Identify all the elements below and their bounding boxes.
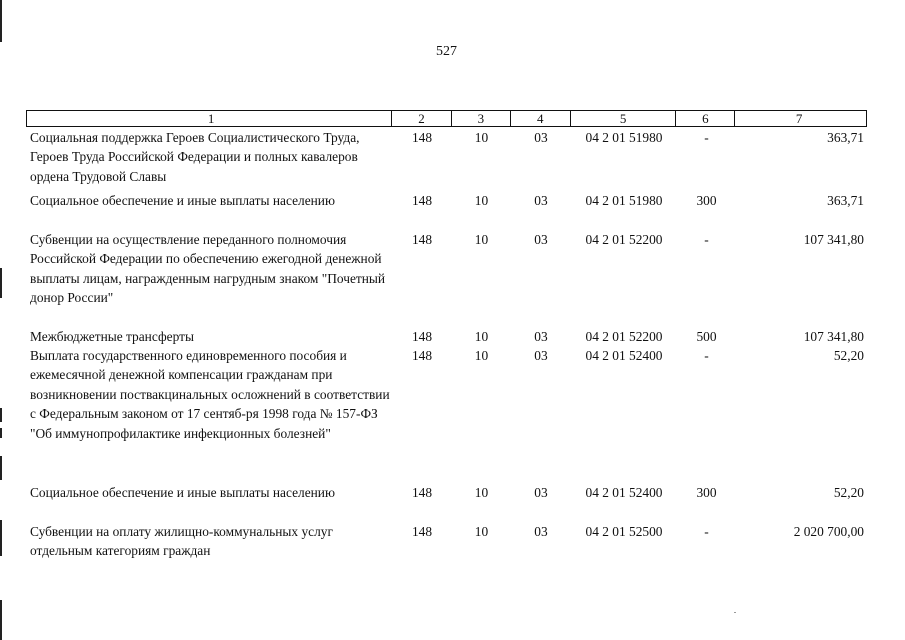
row-col-6: - — [704, 130, 709, 145]
row-col-6: 300 — [696, 485, 717, 500]
row-name: Субвенции на оплату жилищно-коммунальных услуг отдельным категориям граждан — [30, 524, 333, 559]
row-col-3: 10 — [474, 524, 489, 539]
row-col-3: 10 — [474, 193, 489, 208]
row-col-3: 10 — [474, 329, 489, 344]
row-col-6: 500 — [696, 329, 717, 344]
row-name: Социальное обеспечение и иные выплаты населению — [30, 485, 335, 500]
page-number: 527 — [436, 44, 457, 59]
row-col-4: 03 — [534, 329, 548, 344]
row-name: Социальная поддержка Героев Социалистического Труда, Героев Труда Российской Федерации и полных кавалеров ордена Трудовой Славы — [30, 130, 360, 184]
row-name: Межбюджетные трансферты — [30, 329, 194, 344]
row-col-6: - — [704, 348, 709, 363]
table-row — [26, 327, 867, 346]
row-col-7: 52,20 — [833, 348, 864, 363]
row-col-6: - — [704, 232, 709, 247]
row-col-7: 2 020 700,00 — [793, 524, 864, 539]
scan-edge-line — [0, 428, 2, 438]
table-row — [26, 483, 867, 502]
row-col-3: 10 — [474, 485, 489, 500]
row-col-4: 03 — [534, 485, 548, 500]
header-cell: 4 — [511, 111, 571, 126]
row-col-5: 04 2 01 52400 — [585, 485, 663, 500]
row-col-5: 04 2 01 52200 — [585, 232, 663, 247]
row-name: Субвенции на осуществление переданного полномочия Российской Федерации по обеспечению ежегодной денежной выплаты лицам, награжденным нагрудным знаком "Почетный донор России" — [30, 232, 386, 306]
row-col-4: 03 — [534, 130, 548, 145]
row-col-3: 10 — [474, 232, 489, 247]
row-col-3: 10 — [474, 130, 489, 145]
row-col-7: 52,20 — [833, 485, 864, 500]
row-col-2: 148 — [411, 329, 433, 344]
table-row — [26, 191, 867, 210]
row-col-5: 04 2 01 51980 — [585, 130, 663, 145]
row-col-5: 04 2 01 51980 — [585, 193, 663, 208]
table-row — [26, 346, 867, 443]
row-col-6: - — [704, 524, 709, 539]
scan-edge-line — [0, 0, 2, 42]
row-col-5: 04 2 01 52500 — [585, 524, 663, 539]
row-name: Социальное обеспечение и иные выплаты населению — [30, 193, 335, 208]
header-cell: 5 — [571, 111, 677, 126]
scan-edge-line — [0, 520, 2, 556]
row-col-4: 03 — [534, 232, 548, 247]
row-col-4: 03 — [534, 193, 548, 208]
row-col-6: 300 — [696, 193, 717, 208]
scan-edge-line — [0, 600, 2, 640]
row-col-2: 148 — [411, 485, 433, 500]
scan-speck — [734, 612, 736, 613]
table-row — [26, 522, 867, 561]
table-row — [26, 128, 867, 186]
scan-edge-line — [0, 268, 2, 298]
row-col-4: 03 — [534, 524, 548, 539]
table-header — [26, 110, 867, 127]
header-cell: 3 — [452, 111, 511, 126]
header-cell: 7 — [795, 111, 803, 126]
row-col-5: 04 2 01 52400 — [585, 348, 663, 363]
row-col-3: 10 — [474, 348, 489, 363]
row-col-7: 363,71 — [827, 130, 864, 145]
header-cell: 1 — [27, 111, 392, 126]
table-row — [26, 230, 867, 308]
row-col-2: 148 — [411, 348, 433, 363]
row-col-2: 148 — [411, 524, 433, 539]
row-col-5: 04 2 01 52200 — [585, 329, 663, 344]
row-col-2: 148 — [411, 130, 433, 145]
row-col-7: 363,71 — [827, 193, 864, 208]
row-col-7: 107 341,80 — [803, 329, 864, 344]
row-col-7: 107 341,80 — [803, 232, 864, 247]
scan-edge-line — [0, 408, 2, 422]
scan-edge-line — [0, 456, 2, 480]
row-col-4: 03 — [534, 348, 548, 363]
header-cell: 2 — [392, 111, 452, 126]
row-col-2: 148 — [411, 193, 433, 208]
row-name: Выплата государственного единовременного пособия и ежемесячной денежной компенсации гражданам при возникновении поствакцинальных осложнений в соответствии с Федеральным законом от 17 сентяб-ря 1998 года № 157-ФЗ "Об иммунопрофилактике инфекционных болезней" — [30, 348, 390, 441]
header-cell: 6 — [676, 111, 735, 126]
row-col-2: 148 — [411, 232, 433, 247]
